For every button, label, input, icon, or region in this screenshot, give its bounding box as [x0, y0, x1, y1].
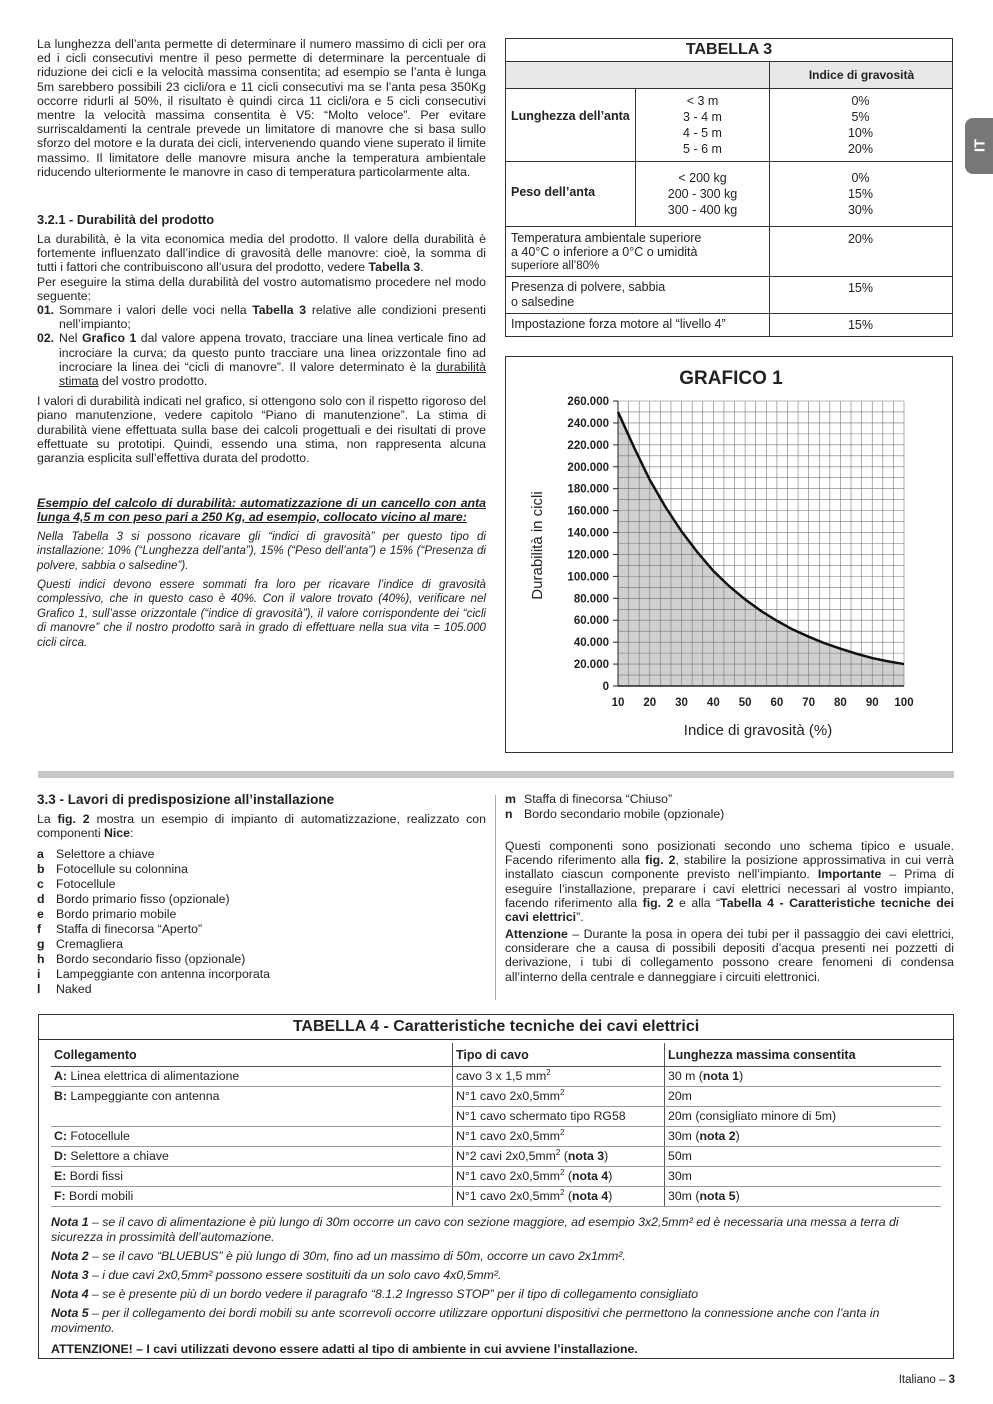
component-label: Lampeggiante con antenna incorporata: [56, 967, 270, 981]
max-length-cell: 30m (nota 5): [665, 1187, 942, 1207]
durability-paragraph-2: Per eseguire la stima della durabilità del vostro automatismo procedere nel modo seguente:: [37, 274, 486, 303]
cable-type-cell: N°2 cavi $2x0,5mm^2$ (nota 3): [453, 1147, 665, 1167]
x-tick-label: 30: [675, 697, 688, 709]
cable-type-cell: N°1 cavo $2x0,5mm^2$ (nota 4): [453, 1167, 665, 1187]
y-tick-label: 20.000: [573, 659, 609, 672]
component-label: Bordo secondario fisso (opzionale): [56, 952, 246, 966]
chart-area: [618, 412, 904, 686]
motor-label: Impostazione forza motore al “livello 4”: [511, 317, 726, 331]
component-item: [37, 892, 486, 907]
max-length-cell: 30m (nota 2): [665, 1127, 942, 1147]
connection-cell: E: Bordi fissi: [51, 1167, 453, 1187]
component-item: [37, 862, 486, 877]
max-length-cell: 30 m (nota 1): [665, 1067, 942, 1087]
note: Nota 1 – se il cavo di alimentazione è più lungo di 30m occorre un cavo con sezione maggiore, ad esempio 3x2,5mm² ed è necessaria una messa a terra di sicurezza in prossimità dell’automazione.: [51, 1215, 899, 1244]
component-item: [37, 847, 486, 862]
components-list-continued: [505, 792, 954, 822]
x-tick-label: 20: [643, 697, 657, 709]
cables-table-header: [51, 1043, 941, 1067]
x-tick-label: 70: [802, 697, 816, 709]
table-row: [51, 1127, 941, 1147]
table-3-header-label: Indice di gravosità: [769, 62, 953, 88]
y-tick-label: 220.000: [567, 439, 609, 452]
component-item: [37, 937, 486, 952]
y-tick-label: 60.000: [573, 615, 609, 628]
component-item: [505, 792, 954, 807]
component-item: [37, 967, 486, 982]
connection-cell: C: Fotocellule: [51, 1127, 453, 1147]
component-key: l: [37, 982, 41, 996]
max-length-cell: 20m (consigliato minore di 5m): [665, 1107, 942, 1127]
table-4-notes: [51, 1215, 941, 1361]
component-key: g: [37, 937, 45, 951]
note: Nota 4 – se è presente più di un bordo vedere il paragrafo “8.1.2 Ingresso STOP” per il tipo di collegamento consigliato: [51, 1287, 699, 1301]
connection-cell: [51, 1107, 453, 1127]
table-3: [505, 38, 953, 337]
weight-values: 0% 15% 30%: [847, 171, 874, 217]
temperature-label: Temperatura ambientale superiore a 40°C o inferiore a 0°C o umidità superiore all’80%: [511, 231, 702, 272]
example-title: Esempio del calcolo di durabilità: automatizzazione di un cancello con anta lunga 4,5 m con peso pari a 250 Kg, ad esempio, collocato vicino al mare:: [37, 496, 486, 525]
length-label: Lunghezza dell’anta: [511, 109, 630, 123]
length-ranges: < 3 m 3 - 4 m 4 - 5 m 5 - 6 m: [683, 94, 722, 156]
cable-type-cell: N°1 cavo $2x0,5mm^2$: [453, 1087, 665, 1107]
section-3-3-intro: La fig. 2 mostra un esempio di impianto di automatizzazione, realizzato con componenti Nice:: [37, 812, 486, 841]
example-paragraph-1: Nella Tabella 3 si possono ricavare gli “indici di gravosità” per questo tipo di installazione: 10% (“Lunghezza dell’anta”), 15% (“Peso dell’anta”) e 15% (“Presenza di polvere, sabbia o salsedine”).: [37, 530, 486, 572]
intro-paragraph: La lunghezza dell’anta permette di determinare il numero massimo di cicli per ora ed i cicli consecutivi mentre il peso permette di determinare la percentuale di riduzione dei cicli e la velocità massima consentita; ad esempio se l’anta è lunga 5m sarebbero possibili 23 cicli/ora e 11 cicli consecutivi ma se l’anta pesa 350Kg occorre ridurli al 50%, il risultato è quindi circa 11 cicli/ora e 5 cicli consecutivi mentre la velocità massima consentita è V5: “Molto veloce”. Per evitare surriscaldamenti la centrale prevede un limitatore di manovre che si basa sullo sforzo del motore e la durata dei cicli, intervenendo quando viene superato il limite massimo. Il limitatore delle manovre misura anche la temperatura ambientale riducendo ulteriormente le manovre in caso di temperatura particolarmente alta.: [37, 37, 486, 179]
table-3-row-length: [506, 89, 952, 162]
component-key: a: [37, 847, 44, 861]
component-key: m: [505, 792, 516, 806]
component-key: h: [37, 952, 45, 966]
example-paragraph-2: Questi indici devono essere sommati fra loro per ricavare l’indice di gravosità complessivo, che in questo caso è 40%. Con il valore trovato (40%), verificare nel Grafico 1, sull’asse orizzontale (“indice di gravosità”), il valore corrispondente dei “cicli di manovre” che il nostro prodotto sarà in grado di effettuare nella sua vita = 105.000 cicli circa.: [37, 578, 486, 649]
dust-label: Presenza di polvere, sabbia o salsedine: [511, 280, 666, 309]
component-label: Bordo secondario mobile (opzionale): [524, 807, 725, 821]
component-label: Bordo primario fisso (opzionale): [56, 892, 230, 906]
component-key: f: [37, 922, 42, 936]
component-key: c: [37, 877, 44, 891]
components-list: [37, 847, 486, 997]
header-max-length: Lunghezza massima consentita: [665, 1043, 942, 1067]
y-tick-label: 180.000: [567, 483, 609, 496]
dust-value: 15%: [847, 281, 874, 295]
table-3-title: TABELLA 3: [506, 39, 952, 62]
motor-value: 15%: [847, 318, 874, 332]
warning-note: ATTENZIONE! – I cavi utilizzati devono essere adatti al tipo di ambiente in cui avviene l’installazione.: [51, 1342, 638, 1356]
max-length-cell: 30m: [665, 1167, 942, 1187]
component-label: Bordo primario mobile: [56, 907, 177, 921]
step-1: 01. Sommare i valori delle voci nella Tabella 3 relative alle condizioni presenti nell’impianto;: [37, 303, 487, 332]
table-3-row-dust: [506, 277, 952, 314]
component-item: [37, 877, 486, 892]
component-key: b: [37, 862, 45, 876]
language-tab-label: IT: [971, 138, 989, 153]
durability-paragraph-1: La durabilità, è la vita economica media del prodotto. Il valore della durabilità è fortemente influenzato dall’indice di gravosità delle manovre: cioè, la somma di tutti i fattori che contribuiscono all’usura del prodotto, vedere Tabella 3.: [37, 232, 486, 275]
component-label: Staffa di finecorsa “Chiuso”: [524, 792, 673, 806]
table-row: [51, 1167, 941, 1187]
x-tick-label: 60: [770, 697, 784, 709]
component-label: Selettore a chiave: [56, 847, 155, 861]
component-item: [37, 952, 486, 967]
weight-ranges: < 200 kg 200 - 300 kg 300 - 400 kg: [667, 171, 738, 217]
component-label: Fotocellule su colonnina: [56, 862, 188, 876]
column-divider: [495, 795, 496, 1000]
connection-cell: D: Selettore a chiave: [51, 1147, 453, 1167]
component-key: d: [37, 892, 45, 906]
table-row: [51, 1187, 941, 1207]
component-label: Staffa di finecorsa “Aperto”: [56, 922, 203, 936]
x-axis-label: Indice di gravosità (%): [683, 722, 833, 739]
component-key: e: [37, 907, 44, 921]
cable-type-cell: N°1 cavo $2x0,5mm^2$ (nota 4): [453, 1187, 665, 1207]
note: Nota 3 – i due cavi 2x0,5mm² possono essere sostituiti da un solo cavo 4x0,5mm².: [51, 1268, 502, 1282]
component-label: Fotocellule: [56, 877, 116, 891]
connection-cell: A: Linea elettrica di alimentazione: [51, 1067, 453, 1087]
x-tick-label: 10: [611, 697, 625, 709]
cable-type-cell: N°1 cavo $2x0,5mm^2$: [453, 1127, 665, 1147]
length-values: 0% 5% 10% 20%: [847, 94, 874, 156]
x-tick-label: 90: [865, 697, 879, 709]
durability-paragraph-3: I valori di durabilità indicati nel grafico, si ottengono solo con il rispetto rigoroso del piano manutenzione, vedere capitolo “Piano di manutenzione”. La stima di durabilità viene effettuata sulla base dei calcoli progettuali e dei risultati di prove effettuate su prototipi. Quindi, essendo una stima, non rappresenta alcuna garanzia esplicita sull’effettiva durata del prodotto.: [37, 394, 486, 466]
component-label: Cremagliera: [56, 937, 123, 951]
cable-type-cell: N°1 cavo schermato tipo RG58: [453, 1107, 665, 1127]
table-3-row-temperature: [506, 227, 952, 277]
component-item: [37, 982, 486, 997]
heading-section-3-3: 3.3 - Lavori di predisposizione all’installazione: [37, 792, 335, 807]
y-tick-label: 0: [602, 681, 609, 693]
y-tick-label: 40.000: [573, 637, 609, 650]
section-3-3-right-paragraph-1: Questi componenti sono posizionati secondo uno schema tipico e usuale. Facendo riferimento alla fig. 2, stabilire la posizione approssimativa in cui verrà installato ciascun componente previsto nell’impianto. Importante – Prima di eseguire l’installazione, preparare i cavi elettrici necessari al vostro impianto, facendo riferimento alla fig. 2 e alla “Tabella 4 - Caratteristiche tecniche dei cavi elettrici”.: [505, 839, 954, 925]
y-tick-label: 200.000: [567, 461, 609, 474]
cables-table: [51, 1043, 941, 1207]
y-tick-label: 120.000: [567, 549, 609, 562]
component-item: [505, 807, 954, 822]
component-key: n: [505, 807, 513, 821]
y-axis-label: Durabilità in cicli: [529, 491, 546, 600]
max-length-cell: 20m: [665, 1087, 942, 1107]
note: Nota 5 – per il collegamento dei bordi mobili su ante scorrevoli occorre utilizzare opportuni dispositivi che permettono la connessione anche con l’anta in movimento.: [51, 1306, 880, 1335]
header-cable-type: Tipo di cavo: [453, 1043, 665, 1067]
weight-label: Peso dell’anta: [511, 185, 596, 199]
x-tick-label: 100: [894, 697, 914, 709]
y-tick-label: 140.000: [567, 527, 609, 540]
chart-1-box: [505, 356, 953, 753]
language-tab: [965, 118, 993, 174]
component-item: [37, 922, 486, 937]
table-row: [51, 1147, 941, 1167]
table-3-row-motor: [506, 314, 952, 336]
table-3-row-weight: [506, 162, 952, 227]
connection-cell: B: Lampeggiante con antenna: [51, 1087, 453, 1107]
chart-title: GRAFICO 1: [679, 368, 783, 389]
section-3-3-right-paragraph-2: Attenzione – Durante la posa in opera dei tubi per il passaggio dei cavi elettrici, considerare che a causa di possibili depositi d’acqua presenti nei pozzetti di derivazione, i tubi di collegamento possono creare fenomeni di condensa all’interno della centrale e danneggiare i circuiti elettronici.: [505, 927, 954, 984]
section-separator: [38, 771, 954, 778]
x-tick-label: 40: [706, 697, 720, 709]
step-2: 02. Nel Grafico 1 dal valore appena trovato, tracciare una linea verticale fino ad incrociare la curva; da questo punto tracciare una linea orizzontale fino ad incrociare la linea dei “cicli di manovre”. Il valore determinato è la durabilità stimata del vostro prodotto.: [37, 331, 486, 389]
cable-type-cell: cavo 3 x 1,5 $mm^2$: [453, 1067, 665, 1087]
table-4-title: TABELLA 4 - Caratteristiche tecniche dei cavi elettrici: [39, 1015, 953, 1040]
durability-chart: [506, 357, 951, 751]
y-tick-label: 240.000: [567, 417, 609, 430]
durability-text: [37, 232, 486, 465]
component-label: Naked: [56, 982, 92, 996]
heading-durability: 3.2.1 - Durabilità del prodotto: [37, 212, 215, 227]
x-tick-label: 80: [834, 697, 847, 709]
header-connection: Collegamento: [51, 1043, 453, 1067]
y-tick-label: 260.000: [567, 396, 609, 408]
temperature-value: 20%: [847, 232, 874, 246]
x-tick-label: 50: [738, 697, 752, 709]
y-tick-label: 100.000: [567, 571, 609, 584]
y-tick-label: 80.000: [573, 593, 609, 606]
table-row: [51, 1087, 941, 1107]
page-footer: Italiano – 3: [898, 1374, 955, 1386]
table-3-header: [506, 62, 952, 89]
table-row: [51, 1067, 941, 1087]
y-tick-label: 160.000: [567, 505, 609, 518]
table-4: [38, 1014, 954, 1359]
max-length-cell: 50m: [665, 1147, 942, 1167]
note: Nota 2 – se il cavo “BLUEBUS” è più lungo di 30m, fino ad un massimo di 50m, occorre un cavo 2x1mm².: [51, 1249, 626, 1263]
component-key: i: [37, 967, 41, 981]
component-item: [37, 907, 486, 922]
connection-cell: F: Bordi mobili: [51, 1187, 453, 1207]
table-row: [51, 1107, 941, 1127]
